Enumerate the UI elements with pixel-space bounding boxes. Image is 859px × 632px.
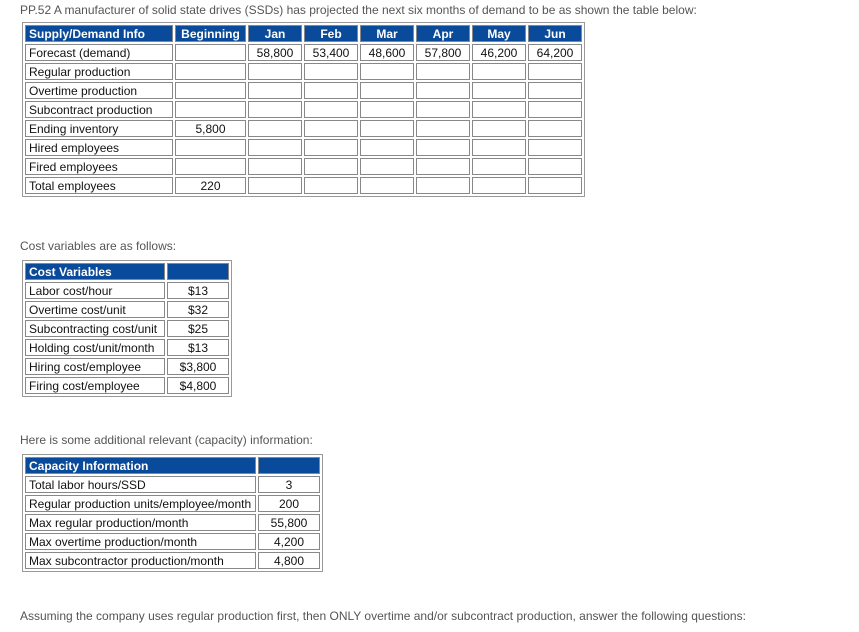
footer-question: Assuming the company uses regular production first, then ONLY overtime and/or subcontract production, answer the following questions: [20,609,746,623]
answer-cell[interactable] [528,139,582,156]
capacity-header-row [25,457,320,474]
capacity-information-table [22,454,323,572]
answer-cell[interactable] [528,120,582,137]
supply-header-row [25,25,582,42]
value-cell: 57,800 [416,44,470,61]
row-label: Regular production [25,63,173,80]
header-may: May [472,25,526,42]
capacity-value: 200 [258,495,320,512]
answer-cell[interactable] [360,82,414,99]
cost-header-row [25,263,229,280]
answer-cell[interactable] [304,82,358,99]
answer-cell[interactable] [528,158,582,175]
header-cost-value [167,263,229,280]
cost-value: $3,800 [167,358,229,375]
answer-cell[interactable] [248,177,302,194]
answer-cell[interactable] [472,120,526,137]
supply-row [25,158,582,175]
answer-cell[interactable] [528,101,582,118]
cost-value: $4,800 [167,377,229,394]
answer-cell[interactable] [248,158,302,175]
capacity-value: 3 [258,476,320,493]
answer-cell[interactable] [360,63,414,80]
cost-label: Firing cost/employee [25,377,165,394]
supply-row [25,120,582,137]
answer-cell[interactable] [528,63,582,80]
answer-cell[interactable] [175,158,246,175]
cost-label: Labor cost/hour [25,282,165,299]
capacity-row [25,533,320,550]
capacity-label: Max overtime production/month [25,533,256,550]
answer-cell[interactable] [360,158,414,175]
header-apr: Apr [416,25,470,42]
answer-cell[interactable] [248,82,302,99]
answer-cell[interactable] [416,120,470,137]
row-label: Total employees [25,177,173,194]
value-cell: 64,200 [528,44,582,61]
cost-label: Overtime cost/unit [25,301,165,318]
answer-cell[interactable] [248,120,302,137]
header-capacity-value [258,457,320,474]
answer-cell[interactable] [416,158,470,175]
header-capacity-information: Capacity Information [25,457,256,474]
answer-cell[interactable] [360,120,414,137]
answer-cell[interactable] [360,139,414,156]
answer-cell[interactable] [416,82,470,99]
capacity-value: 55,800 [258,514,320,531]
answer-cell[interactable] [248,101,302,118]
row-label: Forecast (demand) [25,44,173,61]
problem-intro: PP.52 A manufacturer of solid state drives (SSDs) has projected the next six months of demand to be as shown the table below: [20,3,697,17]
capacity-row [25,514,320,531]
answer-cell[interactable] [248,63,302,80]
answer-cell[interactable] [304,139,358,156]
supply-row [25,139,582,156]
capacity-row [25,552,320,569]
supply-row [25,63,582,80]
answer-cell[interactable] [416,177,470,194]
answer-cell[interactable] [416,63,470,80]
answer-cell[interactable] [304,177,358,194]
row-label: Ending inventory [25,120,173,137]
cost-label: Hiring cost/employee [25,358,165,375]
value-cell: 46,200 [472,44,526,61]
answer-cell[interactable] [472,177,526,194]
cost-row [25,339,229,356]
cost-row [25,301,229,318]
answer-cell[interactable] [175,139,246,156]
answer-cell[interactable] [472,158,526,175]
capacity-label: Max subcontractor production/month [25,552,256,569]
answer-cell[interactable] [175,82,246,99]
capacity-label: Total labor hours/SSD [25,476,256,493]
header-supply-demand-info: Supply/Demand Info [25,25,173,42]
answer-cell[interactable] [472,82,526,99]
value-cell: 5,800 [175,120,246,137]
cost-value: $25 [167,320,229,337]
capacity-label: Regular production units/employee/month [25,495,256,512]
answer-cell[interactable] [360,101,414,118]
header-cost-variables: Cost Variables [25,263,165,280]
cost-row [25,320,229,337]
header-beginning: Beginning [175,25,246,42]
cost-row [25,282,229,299]
answer-cell[interactable] [175,63,246,80]
answer-cell[interactable] [360,177,414,194]
cost-label: Subcontracting cost/unit [25,320,165,337]
row-label: Hired employees [25,139,173,156]
value-cell: 48,600 [360,44,414,61]
answer-cell[interactable] [528,82,582,99]
capacity-intro: Here is some additional relevant (capacity) information: [20,433,313,447]
value-cell: 220 [175,177,246,194]
cost-value: $32 [167,301,229,318]
row-label: Overtime production [25,82,173,99]
row-label: Subcontract production [25,101,173,118]
answer-cell[interactable] [175,101,246,118]
header-mar: Mar [360,25,414,42]
capacity-row [25,495,320,512]
answer-cell[interactable] [175,44,246,61]
answer-cell[interactable] [416,139,470,156]
cost-row [25,358,229,375]
header-feb: Feb [304,25,358,42]
answer-cell[interactable] [304,158,358,175]
answer-cell[interactable] [472,139,526,156]
cost-row [25,377,229,394]
header-jan: Jan [248,25,302,42]
cost-variables-table [22,260,232,397]
answer-cell[interactable] [248,139,302,156]
supply-row [25,82,582,99]
supply-row [25,44,582,61]
supply-row [25,177,582,194]
supply-row [25,101,582,118]
answer-cell[interactable] [528,177,582,194]
capacity-value: 4,800 [258,552,320,569]
answer-cell[interactable] [304,101,358,118]
supply-demand-table [22,22,585,197]
answer-cell[interactable] [416,101,470,118]
answer-cell[interactable] [472,63,526,80]
capacity-label: Max regular production/month [25,514,256,531]
value-cell: 58,800 [248,44,302,61]
capacity-value: 4,200 [258,533,320,550]
answer-cell[interactable] [304,63,358,80]
row-label: Fired employees [25,158,173,175]
value-cell: 53,400 [304,44,358,61]
header-jun: Jun [528,25,582,42]
answer-cell[interactable] [472,101,526,118]
cost-label: Holding cost/unit/month [25,339,165,356]
answer-cell[interactable] [304,120,358,137]
cost-value: $13 [167,339,229,356]
capacity-row [25,476,320,493]
cost-intro: Cost variables are as follows: [20,239,177,253]
cost-value: $13 [167,282,229,299]
